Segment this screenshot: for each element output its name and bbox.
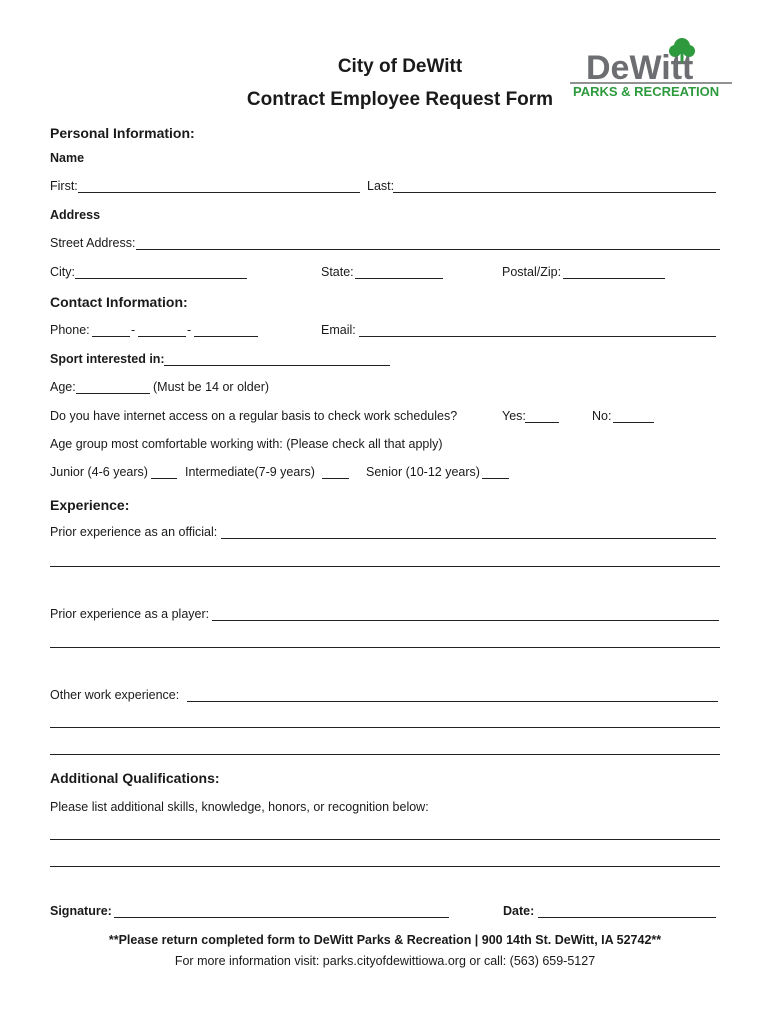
personal-info-heading: Personal Information: bbox=[50, 125, 195, 141]
phone-separator: - bbox=[131, 323, 136, 337]
qualifications-heading: Additional Qualifications: bbox=[50, 770, 220, 786]
phone-prefix-field[interactable] bbox=[138, 336, 186, 337]
official-experience-line[interactable] bbox=[50, 566, 720, 567]
player-experience-label: Prior experience as a player: bbox=[50, 607, 210, 621]
senior-label: Senior (10-12 years) bbox=[366, 465, 480, 479]
state-label: State: bbox=[321, 265, 354, 279]
player-experience-field[interactable] bbox=[212, 620, 719, 621]
official-experience-field[interactable] bbox=[221, 538, 716, 539]
qualifications-line[interactable] bbox=[50, 839, 720, 840]
no-label: No: bbox=[592, 409, 612, 423]
sport-field[interactable] bbox=[164, 365, 390, 366]
first-name-field[interactable] bbox=[78, 192, 360, 193]
contact-info-heading: Contact Information: bbox=[50, 294, 188, 310]
age-note: (Must be 14 or older) bbox=[153, 380, 270, 394]
phone-line-field[interactable] bbox=[194, 336, 258, 337]
name-label: Name bbox=[50, 151, 85, 165]
tree-icon bbox=[570, 34, 732, 98]
street-address-label: Street Address: bbox=[50, 236, 136, 250]
date-field[interactable] bbox=[538, 917, 716, 918]
email-label: Email: bbox=[321, 323, 356, 337]
signature-label: Signature: bbox=[50, 904, 112, 918]
intermediate-label: Intermediate(7-9 years) bbox=[185, 465, 315, 479]
age-label: Age: bbox=[50, 380, 76, 394]
email-field[interactable] bbox=[359, 336, 716, 337]
phone-area-field[interactable] bbox=[92, 336, 130, 337]
player-experience-line[interactable] bbox=[50, 647, 720, 648]
yes-field[interactable] bbox=[525, 422, 559, 423]
street-address-field[interactable] bbox=[136, 249, 720, 250]
city-field[interactable] bbox=[75, 278, 247, 279]
internet-question: Do you have internet access on a regular basis to check work schedules? bbox=[50, 409, 458, 423]
logo-tagline: PARKS & RECREATION bbox=[573, 84, 720, 98]
no-field[interactable] bbox=[613, 422, 654, 423]
signature-field[interactable] bbox=[114, 917, 449, 918]
age-field[interactable] bbox=[76, 393, 150, 394]
postal-label: Postal/Zip: bbox=[502, 265, 562, 279]
return-instructions: **Please return completed form to DeWitt Parks & Recreation | 900 14th St. DeWitt, IA 52742** bbox=[108, 933, 662, 947]
date-label: Date: bbox=[503, 904, 535, 918]
phone-separator: - bbox=[187, 323, 192, 337]
experience-heading: Experience: bbox=[50, 497, 130, 513]
qualifications-line[interactable] bbox=[50, 866, 720, 867]
other-experience-line[interactable] bbox=[50, 754, 720, 755]
official-experience-label: Prior experience as an official: bbox=[50, 525, 218, 539]
other-experience-field[interactable] bbox=[187, 701, 718, 702]
logo-wordmark: DeWitt bbox=[586, 49, 694, 87]
city-label: City: bbox=[50, 265, 75, 279]
postal-field[interactable] bbox=[563, 278, 665, 279]
senior-checkbox-field[interactable] bbox=[482, 478, 509, 479]
last-name-label: Last: bbox=[367, 179, 395, 193]
state-field[interactable] bbox=[355, 278, 443, 279]
junior-checkbox-field[interactable] bbox=[151, 478, 177, 479]
other-experience-line[interactable] bbox=[50, 727, 720, 728]
form-title-line2: Contract Employee Request Form bbox=[246, 89, 554, 110]
junior-label: Junior (4-6 years) bbox=[50, 465, 148, 479]
more-info-text: For more information visit: parks.cityofdewittiowa.org or call: (563) 659-5127 bbox=[174, 954, 596, 968]
sport-label: Sport interested in: bbox=[50, 352, 165, 366]
qualifications-prompt: Please list additional skills, knowledge, honors, or recognition below: bbox=[50, 800, 429, 814]
intermediate-checkbox-field[interactable] bbox=[322, 478, 349, 479]
form-title-line1: City of DeWitt bbox=[337, 56, 463, 77]
address-label: Address bbox=[50, 208, 101, 222]
dewitt-parks-logo bbox=[570, 34, 732, 98]
other-experience-label: Other work experience: bbox=[50, 688, 180, 702]
last-name-field[interactable] bbox=[393, 192, 716, 193]
yes-label: Yes: bbox=[502, 409, 526, 423]
phone-label: Phone: bbox=[50, 323, 90, 337]
first-name-label: First: bbox=[50, 179, 78, 193]
age-group-prompt: Age group most comfortable working with: (Please check all that apply) bbox=[50, 437, 443, 451]
